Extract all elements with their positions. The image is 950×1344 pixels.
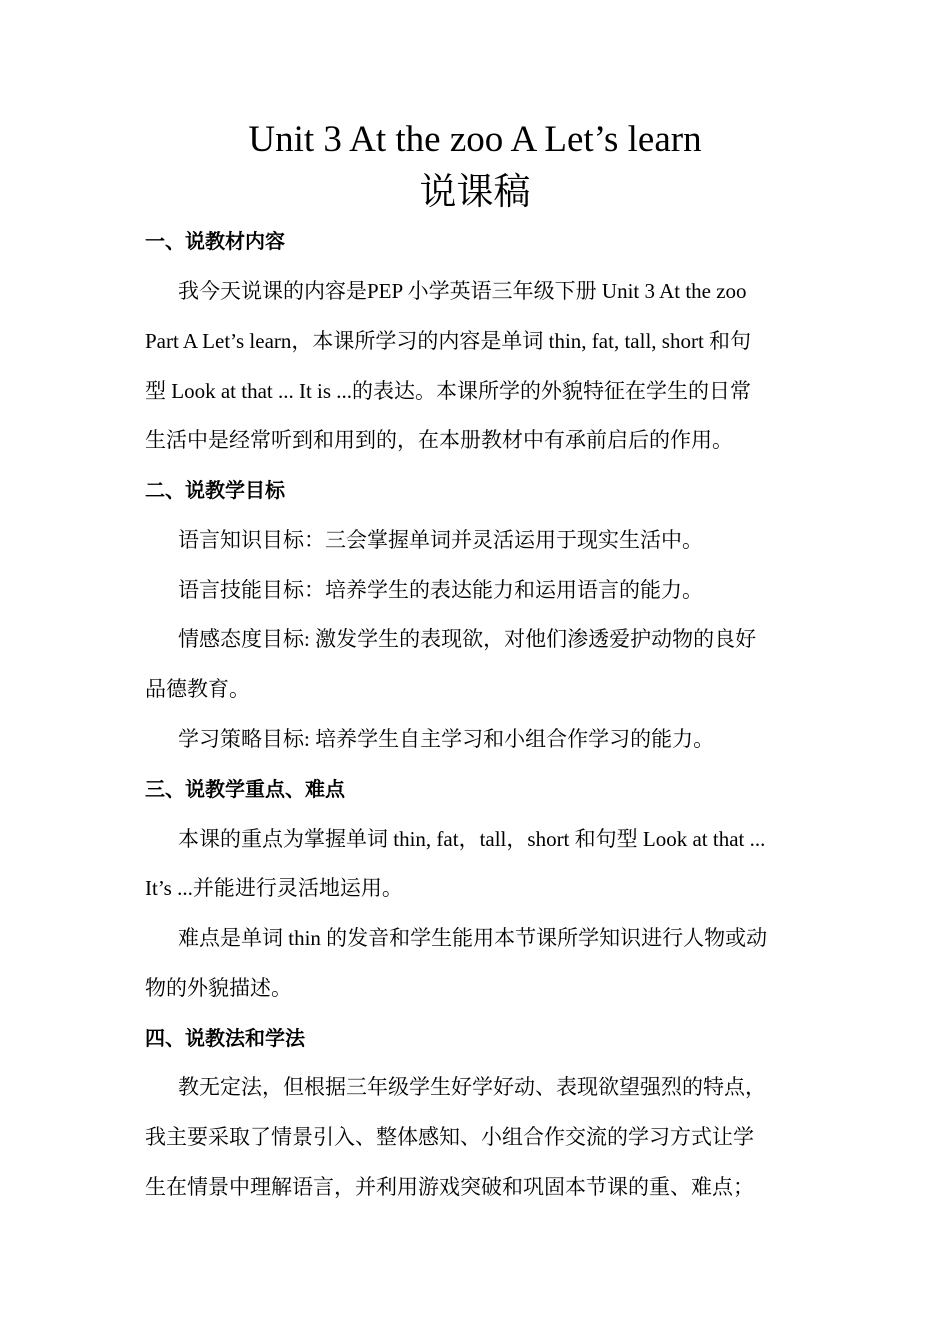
document-subtitle: 说课稿 <box>419 172 531 213</box>
section-heading: 二、说教学目标 <box>145 478 285 502</box>
paragraph-line: Part A Let’s learn，本课所学习的内容是单词 thin, fat, tall, short 和句 <box>145 329 752 353</box>
paragraph-line: It’s ...并能进行灵活地运用。 <box>145 876 403 900</box>
document-title: Unit 3 At the zoo A Let’s learn <box>248 119 702 160</box>
paragraph-line: 品德教育。 <box>145 677 250 701</box>
paragraph-line: 难点是单词 thin 的发音和学生能用本节课所学知识进行人物或动 <box>178 926 768 950</box>
section-heading: 一、说教材内容 <box>145 229 285 253</box>
paragraph-line: 情感态度目标: 激发学生的表现欲，对他们渗透爱护动物的良好 <box>178 627 757 651</box>
paragraph-line: 教无定法，但根据三年级学生好学好动、表现欲望强烈的特点， <box>178 1075 766 1099</box>
paragraph-line: 物的外貌描述。 <box>145 976 292 1000</box>
paragraph-line: 我主要采取了情景引入、整体感知、小组合作交流的学习方式让学 <box>145 1125 754 1149</box>
paragraph-line: 型 Look at that ... It is ...的表达。本课所学的外貌特征在学生的日常 <box>145 379 752 403</box>
section-heading: 四、说教法和学法 <box>145 1026 305 1050</box>
paragraph-line: 我今天说课的内容是PEP 小学英语三年级下册 Unit 3 At the zoo <box>178 279 747 303</box>
paragraph-line: 生活中是经常听到和用到的，在本册教材中有承前启后的作用。 <box>145 428 733 452</box>
section-heading: 三、说教学重点、难点 <box>145 777 345 801</box>
paragraph-line: 本课的重点为掌握单词 thin, fat，tall，short 和句型 Look at that ... <box>178 827 766 851</box>
paragraph-line: 语言知识目标：三会掌握单词并灵活运用于现实生活中。 <box>178 528 703 552</box>
paragraph-line: 生在情景中理解语言，并利用游戏突破和巩固本节课的重、难点； <box>145 1175 754 1199</box>
paragraph-line: 语言技能目标：培养学生的表达能力和运用语言的能力。 <box>178 578 703 602</box>
paragraph-line: 学习策略目标: 培养学生自主学习和小组合作学习的能力。 <box>178 727 715 751</box>
